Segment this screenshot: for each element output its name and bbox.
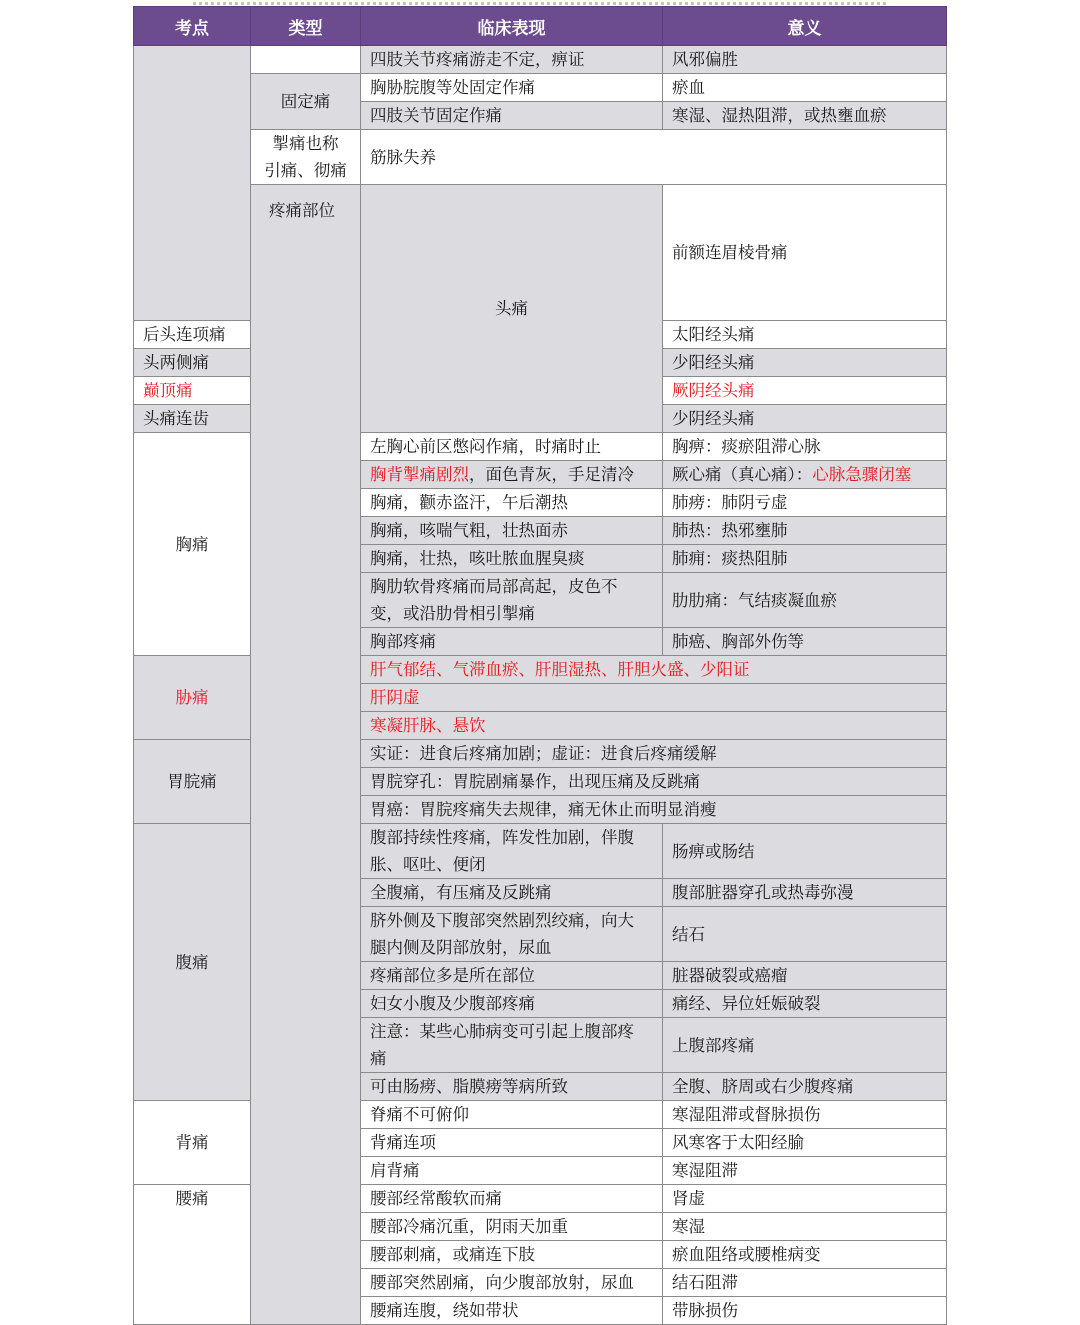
- meaning-cell: 肺癌、胸部外伤等: [663, 628, 947, 656]
- text-line: 胸肋软骨疼痛而局部高起，皮色不: [370, 577, 618, 596]
- meaning-cell: 风寒客于太阳经腧: [663, 1129, 947, 1157]
- clinical-cell: 胸胁脘腹等处固定作痛: [361, 74, 663, 102]
- type-cell-lumbar-pain: 腰痛: [134, 1185, 251, 1325]
- type-cell-pulling-pain: [251, 130, 361, 185]
- plain-text: 厥心痛（真心痛）：: [672, 465, 813, 484]
- meaning-cell: 结石: [663, 907, 947, 962]
- header-clinical: 临床表现: [361, 7, 663, 46]
- clinical-cell-merged: 胃脘穿孔：胃脘剧痛暴作，出现压痛及反跳痛: [361, 768, 947, 796]
- clinical-cell: 肩背痛: [361, 1157, 663, 1185]
- text-line: 注意：某些心肺病变可引起上腹部疼: [370, 1022, 634, 1041]
- meaning-cell: 寒湿阻滞或督脉损伤: [663, 1101, 947, 1129]
- meaning-cell: 全腹、脐周或右少腹疼痛: [663, 1073, 947, 1101]
- clinical-cell: 头痛连齿: [134, 405, 251, 433]
- meaning-cell: 肺痨：肺阴亏虚: [663, 489, 947, 517]
- meaning-cell: 少阴经头痛: [663, 405, 947, 433]
- type-cell-abdominal-pain: 腹痛: [134, 824, 251, 1101]
- clinical-cell: 四肢关节固定作痛: [361, 102, 663, 130]
- clinical-cell: 后头连项痛: [134, 321, 251, 349]
- plain-text: ，面色青灰，手足清冷: [469, 465, 634, 484]
- clinical-cell: 全腹痛，有压痛及反跳痛: [361, 879, 663, 907]
- table-row: [134, 185, 947, 321]
- clinical-cell: [361, 461, 663, 489]
- clinical-cell-merged-highlight: 肝阴虚: [361, 684, 947, 712]
- text-line: 胀、呕吐、便闭: [370, 855, 486, 874]
- clinical-cell: 脊痛不可俯仰: [361, 1101, 663, 1129]
- meaning-cell: [663, 461, 947, 489]
- type-cell-headache: 头痛: [361, 185, 663, 433]
- clinical-cell-two-line: [361, 907, 663, 962]
- clinical-cell: 腰部冷痛沉重，阴雨天加重: [361, 1213, 663, 1241]
- clinical-cell: 可由肠痨、脂膜痨等病所致: [361, 1073, 663, 1101]
- meaning-cell: 肺热：热邪壅肺: [663, 517, 947, 545]
- clinical-cell-merged: 实证：进食后疼痛加剧；虚证：进食后疼痛缓解: [361, 740, 947, 768]
- table-row: [134, 74, 947, 102]
- meaning-cell: 风邪偏胜: [663, 46, 947, 74]
- clinical-cell: 腰部刺痛，或痛连下肢: [361, 1241, 663, 1269]
- meaning-cell: 脏器破裂或癌瘤: [663, 962, 947, 990]
- meaning-cell: 带脉损伤: [663, 1297, 947, 1325]
- text-line: 腹部持续性疼痛，阵发性加剧，伴腹: [370, 828, 634, 847]
- clinical-cell: 胸部疼痛: [361, 628, 663, 656]
- text-line: 腿内侧及阴部放射，尿血: [370, 938, 552, 957]
- clinical-cell: 腰部突然剧痛，向少腹部放射，尿血: [361, 1269, 663, 1297]
- clinical-cell: 胸痛，壮热，咳吐脓血腥臭痰: [361, 545, 663, 573]
- clinical-cell: 背痛连项: [361, 1129, 663, 1157]
- clinical-cell-two-line: [361, 824, 663, 879]
- header-type: 类型: [251, 7, 361, 46]
- meaning-cell-highlight: 厥阴经头痛: [663, 377, 947, 405]
- meaning-cell: 寒湿: [663, 1213, 947, 1241]
- header-kaodian: 考点: [134, 7, 251, 46]
- meaning-cell: 肋肋痛：气结痰凝血瘀: [663, 573, 947, 628]
- clinical-cell-merged-highlight: 寒凝肝脉、悬饮: [361, 712, 947, 740]
- meaning-cell: 肠痹或肠结: [663, 824, 947, 879]
- clinical-cell-two-line: [361, 1018, 663, 1073]
- type-cell-chest-pain: 胸痛: [134, 433, 251, 656]
- clinical-cell-merged-highlight: 肝气郁结、气滞血瘀、肝胆湿热、肝胆火盛、少阳证: [361, 656, 947, 684]
- meaning-cell: 少阳经头痛: [663, 349, 947, 377]
- type-cell-wandering: [251, 46, 361, 74]
- meaning-cell: 痛经、异位妊娠破裂: [663, 990, 947, 1018]
- type-line: 掣痛也称: [272, 134, 339, 153]
- clinical-cell-two-line: [361, 573, 663, 628]
- type-line: 引痛、彻痛: [264, 161, 347, 180]
- meaning-cell: 肺痈：痰热阻肺: [663, 545, 947, 573]
- clinical-cell: 胸痛，颧赤盗汗，午后潮热: [361, 489, 663, 517]
- clinical-cell-highlight: 巅顶痛: [134, 377, 251, 405]
- clinical-cell: 胸痛，咳喘气粗，壮热面赤: [361, 517, 663, 545]
- clinical-cell: 妇女小腹及少腹部疼痛: [361, 990, 663, 1018]
- clinical-cell: 头两侧痛: [134, 349, 251, 377]
- symptom-table-sheet: [133, 0, 946, 1325]
- meaning-cell: 太阳经头痛: [663, 321, 947, 349]
- kaodian-cell-pain-location: 疼痛部位: [251, 185, 361, 1325]
- header-row: [134, 7, 947, 46]
- meaning-cell: 结石阻滞: [663, 1269, 947, 1297]
- clinical-cell: 疼痛部位多是所在部位: [361, 962, 663, 990]
- clinical-cell-merged: 筋脉失养: [361, 130, 947, 185]
- type-cell-back-pain: 背痛: [134, 1101, 251, 1185]
- highlight-text: 胸背掣痛剧烈: [370, 465, 469, 484]
- type-cell-hypochondriac-pain: 胁痛: [134, 656, 251, 740]
- clinical-cell: 四肢关节疼痛游走不定，痹证: [361, 46, 663, 74]
- kaodian-cell-top: [134, 46, 251, 321]
- meaning-cell: 寒湿阻滞: [663, 1157, 947, 1185]
- meaning-cell: 上腹部疼痛: [663, 1018, 947, 1073]
- cropped-title-remnant: [193, 0, 886, 5]
- meaning-cell: 胸痹：痰瘀阻滞心脉: [663, 433, 947, 461]
- table-row: [134, 46, 947, 74]
- clinical-cell-merged: 胃癌：胃脘疼痛失去规律，痛无休止而明显消瘦: [361, 796, 947, 824]
- text-line: 脐外侧及下腹部突然剧烈绞痛，向大: [370, 911, 634, 930]
- header-meaning: 意义: [663, 7, 947, 46]
- clinical-cell: 左胸心前区憋闷作痛，时痛时止: [361, 433, 663, 461]
- meaning-cell: 寒湿、湿热阻滞，或热壅血瘀: [663, 102, 947, 130]
- meaning-cell: 腹部脏器穿孔或热毒弥漫: [663, 879, 947, 907]
- cropped-title-strip: [133, 0, 946, 6]
- type-cell-epigastric-pain: 胃脘痛: [134, 740, 251, 824]
- table-row: [134, 130, 947, 185]
- type-cell-fixed-pain: 固定痛: [251, 74, 361, 130]
- clinical-cell: 腰痛连腹，绕如带状: [361, 1297, 663, 1325]
- meaning-cell: 肾虚: [663, 1185, 947, 1213]
- meaning-cell: 瘀血阻络或腰椎病变: [663, 1241, 947, 1269]
- clinical-cell: 前额连眉棱骨痛: [663, 185, 947, 321]
- meaning-cell: 瘀血: [663, 74, 947, 102]
- text-line: 变，或沿肋骨相引掣痛: [370, 604, 535, 623]
- text-line: 痛: [370, 1049, 387, 1068]
- pain-location-table: [133, 6, 947, 1325]
- clinical-cell: 腰部经常酸软而痛: [361, 1185, 663, 1213]
- highlight-text: 心脉急骤闭塞: [812, 465, 912, 484]
